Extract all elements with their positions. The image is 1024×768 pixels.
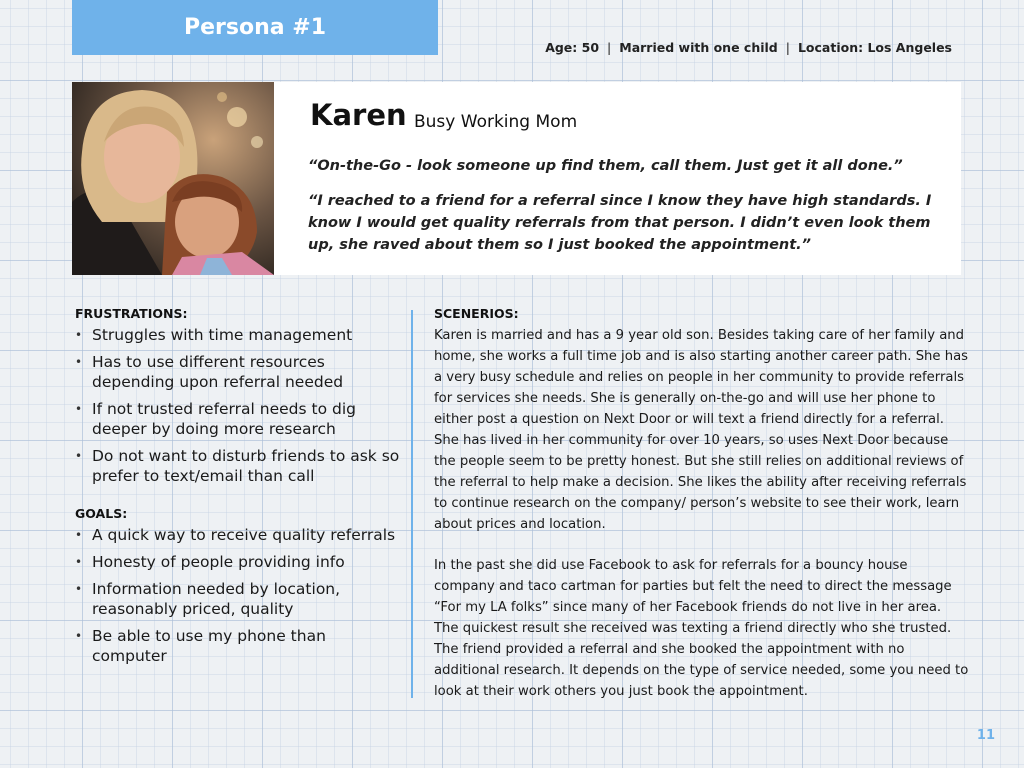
column-divider [411,310,413,698]
list-item-text: Be able to use my phone than computer [92,627,326,665]
persona-meta [545,40,952,55]
list-item [75,579,405,619]
bullet-icon: • [75,328,83,342]
page-number: 11 [976,728,995,743]
bullet-icon: • [75,555,83,569]
list-item [75,552,405,572]
persona-photo-illustration [72,82,274,275]
bullet-icon: • [75,528,83,542]
list-item [75,446,405,486]
list-item-text: If not trusted referral needs to dig deeper by doing more research [92,400,356,438]
persona-name: Karen [310,98,407,132]
meta-separator: | [607,40,612,55]
frustrations-heading: FRUSTRATIONS: [75,306,188,321]
list-item-text: Has to use different resources depending upon referral needed [92,353,344,391]
meta-separator: | [785,40,790,55]
scenarios-heading: SCENERIOS: [434,306,519,321]
bullet-icon: • [75,629,83,643]
bullet-icon: • [75,582,83,596]
goals-heading: GOALS: [75,506,128,521]
bullet-icon: • [75,402,83,416]
meta-family: Married with one child [619,40,778,55]
list-item [75,352,405,392]
bullet-icon: • [75,355,83,369]
list-item [75,525,405,545]
persona-quote: “On-the-Go - look someone up find them, call them. Just get it all done.” [308,158,903,174]
scenario-paragraph: In the past she did use Facebook to ask for referrals for a bouncy house company and taco cartman for parties but felt the need to direct the message “For my LA folks” since many of her Facebook friends do not live in her area. The quickest result she received was texting a friend directly who she trusted. The friend provided a referral and she booked the appointment with no additional research. It depends on the type of service needed, some you need to look at their work others you just book the appointment. [434,558,969,699]
persona-profile-card [274,82,961,275]
bullet-icon: • [75,449,83,463]
list-item [75,325,405,345]
persona-role: Busy Working Mom [414,112,578,132]
persona-title-tab [72,0,438,55]
list-item-text: Information needed by location, reasonably priced, quality [92,580,341,618]
list-item [75,626,405,666]
left-column [75,306,405,686]
list-item [75,399,405,439]
meta-age: Age: 50 [545,40,600,55]
frustrations-list [75,325,405,486]
list-item-text: Struggles with time management [92,326,353,344]
meta-location: Location: Los Angeles [797,40,952,55]
list-item-text: Do not want to disturb friends to ask so prefer to text/email than call [92,447,400,485]
list-item-text: A quick way to receive quality referrals [92,526,396,544]
persona-quote: “I reached to a friend for a referral since I know they have high standards. I know I would get quality referrals from that person. I didn’t even look them up, she raved about them so I just booked the appointment.” [308,193,932,253]
list-item-text: Honesty of people providing info [92,553,345,571]
right-column [434,306,969,702]
persona-photo [72,82,274,275]
goals-list [75,525,405,666]
persona-title: Persona #1 [183,15,326,40]
scenario-paragraph: Karen is married and has a 9 year old son. Besides taking care of her family and home, she works a full time job and is also starting another career path. She has a very busy schedule and relies on people in her community to provide referrals for services she needs. She is generally on-the-go and will use her phone to either post a question on Next Door or will text a friend directly for a referral. She has lived in her community for over 10 years, so uses Next Door because the people seem to be pretty honest. But she still relies on additional reviews of the referral to help make a decision. She likes the ability after receiving referrals to continue research on the company/ person’s website to see their work, learn about prices and location. [434,328,969,532]
